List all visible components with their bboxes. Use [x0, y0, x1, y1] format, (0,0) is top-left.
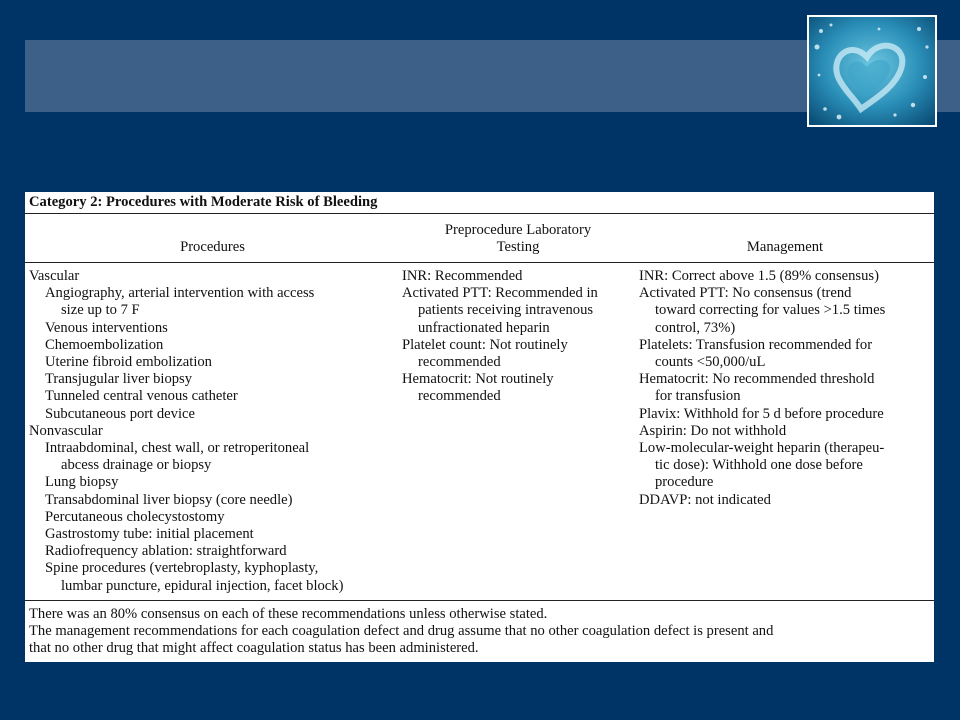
list-item: Radiofrequency ablation: straightforward	[45, 543, 287, 560]
footnote: The management recommendations for each coagulation defect and drug assume that no other coagulation defect is present and	[29, 623, 774, 640]
list-item: Chemoembolization	[45, 336, 164, 353]
list-item: INR: Correct above 1.5 (89% consensus)	[639, 268, 879, 284]
water-heart-image-icon	[809, 17, 935, 125]
footnote: that no other drug that might affect coagulation status has been administered.	[29, 640, 479, 657]
list-item: recommended	[418, 354, 501, 371]
list-item: Nonvascular	[29, 422, 103, 439]
list-item: Spine procedures (vertebroplasty, kyphoplasty,	[45, 560, 319, 577]
list-item: Vascular	[29, 268, 80, 284]
list-item: toward correcting for values >1.5 times	[655, 302, 886, 319]
caption-rule	[25, 213, 934, 214]
list-item: Percutaneous cholecystostomy	[45, 508, 225, 525]
testing-column	[402, 268, 657, 406]
list-item: Hematocrit: No recommended threshold	[639, 371, 875, 388]
footnote: There was an 80% consensus on each of these recommendations unless otherwise stated.	[29, 606, 548, 622]
list-item: for transfusion	[655, 388, 741, 405]
list-item: Intraabdominal, chest wall, or retroperitoneal	[45, 440, 310, 457]
list-item: patients receiving intravenous	[418, 302, 594, 319]
list-item: Subcutaneous port device	[45, 405, 195, 422]
list-item: Platelets: Transfusion recommended for	[639, 336, 873, 353]
list-item: control, 73%)	[655, 319, 736, 336]
list-item: Activated PTT: No consensus (trend	[639, 285, 852, 302]
management-column	[639, 268, 933, 509]
list-item: size up to 7 F	[61, 302, 140, 319]
list-item: counts <50,000/uL	[655, 354, 766, 371]
list-item: unfractionated heparin	[418, 319, 550, 336]
list-item: Plavix: Withhold for 5 d before procedure	[639, 405, 884, 422]
list-item: lumbar puncture, epidural injection, facet block)	[61, 577, 344, 594]
list-item: procedure	[655, 474, 714, 491]
header-testing-line1: Preprocedure Laboratory	[444, 222, 592, 238]
list-item: Hematocrit: Not routinely	[402, 371, 554, 388]
table-caption: Category 2: Procedures with Moderate Risk of Bleeding	[29, 194, 378, 210]
header-rule	[25, 262, 934, 263]
list-item: Gastrostomy tube: initial placement	[45, 526, 254, 543]
header-procedures: Procedures	[180, 239, 245, 255]
procedures-column	[29, 268, 399, 595]
list-item: Uterine fibroid embolization	[45, 354, 212, 371]
header-management: Management	[746, 239, 824, 255]
guideline-table	[25, 192, 934, 662]
footnote-rule	[25, 600, 934, 601]
header-testing	[403, 222, 633, 256]
list-item: Low-molecular-weight heparin (therapeu-	[639, 440, 885, 457]
list-item: Platelet count: Not routinely	[402, 336, 568, 353]
list-item: Venous interventions	[45, 319, 168, 336]
list-item: Lung biopsy	[45, 474, 119, 491]
list-item: Activated PTT: Recommended in	[402, 285, 598, 302]
list-item: tic dose): Withhold one dose before	[655, 457, 863, 474]
logo-image	[807, 15, 937, 127]
header-testing-line2: Testing	[496, 239, 540, 256]
table-footnotes	[29, 606, 929, 658]
list-item: recommended	[418, 388, 501, 405]
list-item: INR: Recommended	[402, 268, 523, 284]
list-item: Transjugular liver biopsy	[45, 371, 193, 388]
list-item: Aspirin: Do not withhold	[639, 422, 787, 439]
list-item: abcess drainage or biopsy	[61, 457, 212, 474]
list-item: Tunneled central venous catheter	[45, 388, 238, 405]
list-item: DDAVP: not indicated	[639, 491, 771, 508]
list-item: Transabdominal liver biopsy (core needle)	[45, 491, 293, 508]
list-item: Angiography, arterial intervention with access	[45, 285, 315, 302]
